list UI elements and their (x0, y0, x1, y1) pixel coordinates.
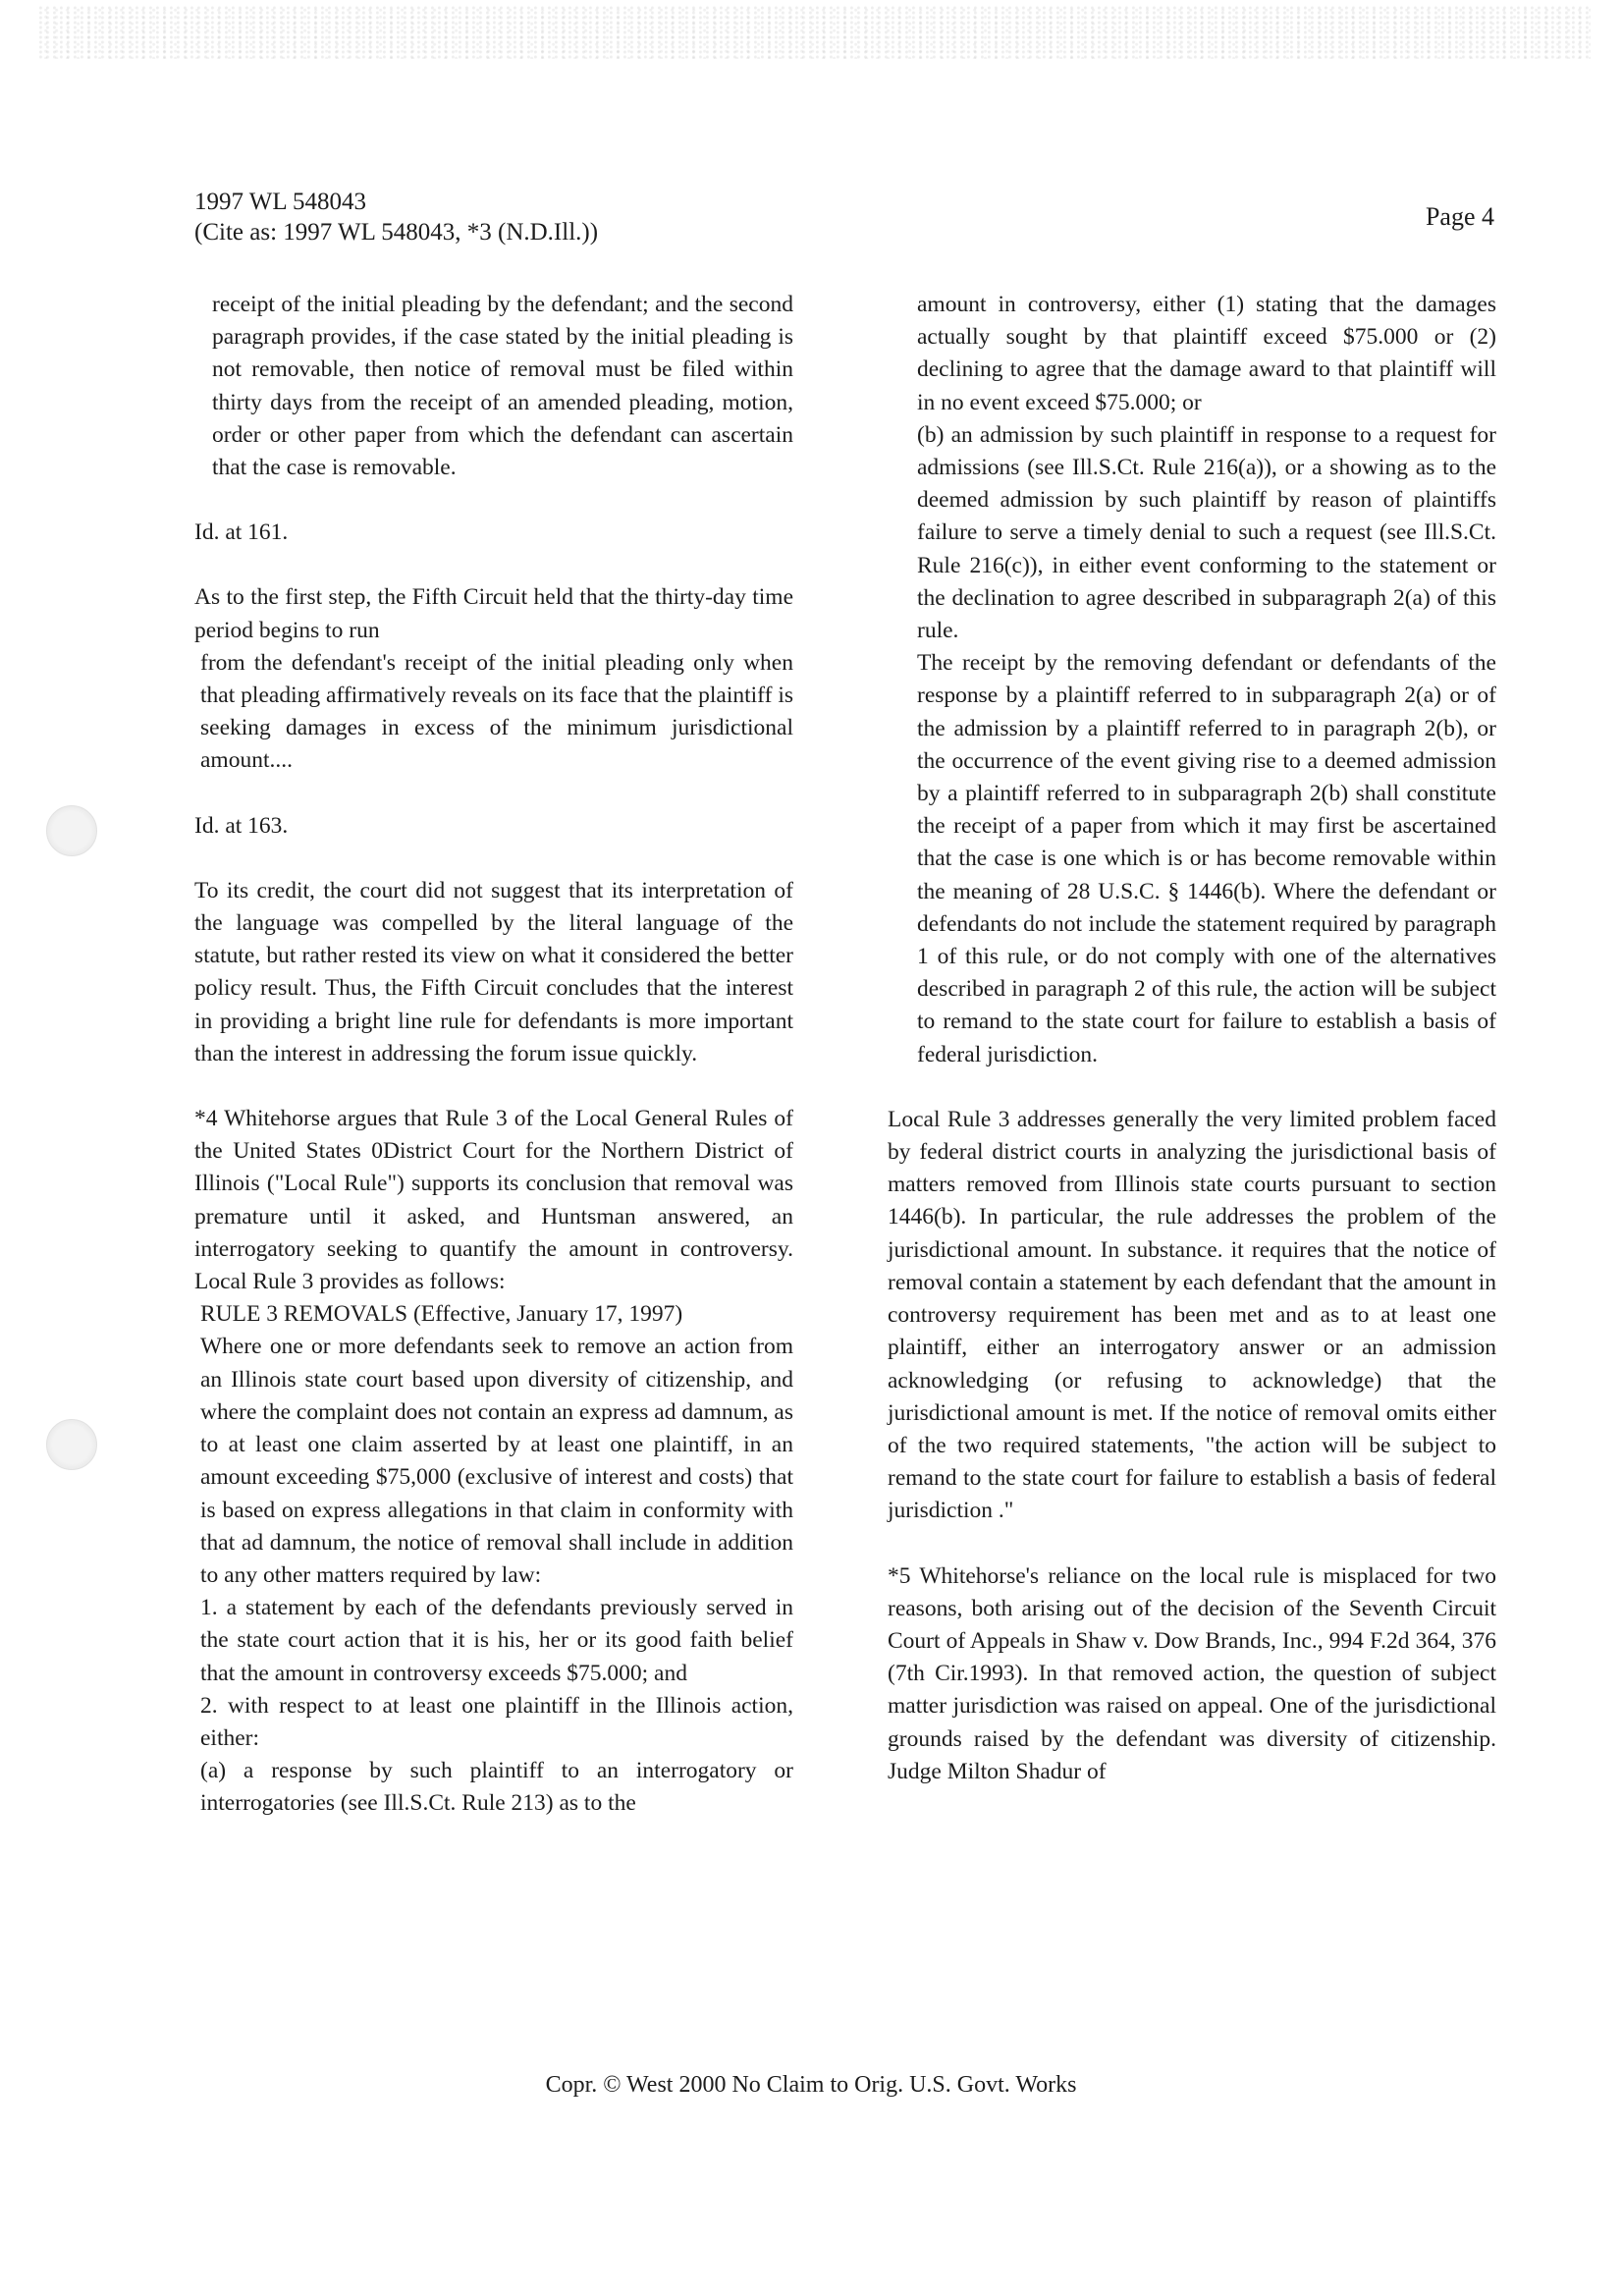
rule-item: 1. a statement by each of the defendants previously served in the state court action that it is his, her or its good faith belief that the amount in controversy exceeds $75.000; and (200, 1595, 793, 1686)
right-column (888, 289, 1496, 1788)
westlaw-citation: 1997 WL 548043 (194, 189, 366, 215)
scan-artifact (39, 6, 1591, 59)
body-paragraph: Local Rule 3 addresses generally the very limited problem faced by federal district courts in analyzing the jurisdictional basis of matters removed from Illinois state courts pursuant to section 1446(b). In particular, the rule addresses the problem of the jurisdictional amount. In substance. it requires that the notice of removal contain a statement by each defendant that the amount in controversy requirement has been met and as to at least one plaintiff, either an interrogatory answer or an admission acknowledging (or refusing to acknowledge) that the jurisdictional amount is met. If the notice of removal omits either of the two required statements, "the action will be subject to remand to the state court for failure to establish a basis of federal jurisdiction ." (888, 1106, 1496, 1524)
punch-hole (46, 805, 97, 856)
rule-item: (a) a response by such plaintiff to an interrogatory or interrogatories (see Ill.S.Ct. Rule 213) as to the (200, 1758, 793, 1817)
body-paragraph: As to the first step, the Fifth Circuit held that the thirty-day time period begins to run (194, 584, 793, 643)
copyright-footer: Copr. © West 2000 No Claim to Orig. U.S. Govt. Works (545, 2072, 1077, 2098)
case-citation: Id. at 163. (194, 812, 289, 839)
rule-item: 2. with respect to at least one plaintiff in the Illinois action, either: (200, 1692, 793, 1751)
rule-title: RULE 3 REMOVALS (Effective, January 17, 1997) (200, 1301, 683, 1328)
punch-hole (46, 1419, 97, 1470)
rule-item: amount in controversy, either (1) stating that the damages actually sought by that plaintiff exceed $75.000 or (2) declining to agree that the damage award to that plaintiff will in no event exceed $75.000; or (917, 292, 1496, 415)
rule-body: Where one or more defendants seek to remove an action from an Illinois state court based upon diversity of citizenship, and where the complaint does not contain an express ad damnum, as to at least one claim asserted by at least one plaintiff, in an amount exceeding $75,000 (exclusive of interest and costs) that is based on express allegations in that claim in conformity with that ad damnum, the notice of removal shall include in addition to any other matters required by law: (200, 1334, 793, 1588)
rule-item: (b) an admission by such plaintiff in response to a request for admissions (see Ill.S.Ct. Rule 216(a)), or a showing as to the deemed admission by such plaintiff by reason of plaintiffs failure to serve a timely denial to such a request (see Ill.S.Ct. Rule 216(c)), in either event conforming to the statement or the declination to agree described in subparagraph 2(a) of this rule. (917, 421, 1496, 644)
page-header (194, 187, 598, 248)
left-column (183, 289, 793, 1821)
quoted-paragraph: receipt of the initial pleading by the defendant; and the second paragraph provides, if the case stated by the initial pleading is not removable, then notice of removal must be filed within thirty days from the receipt of an amended pleading, motion, order or other paper from which the defendant can ascertain that the case is removable. (212, 292, 793, 481)
case-citation: Id. at 161. (194, 519, 289, 546)
body-paragraph: *5 Whitehorse's reliance on the local rule is misplaced for two reasons, both arising out of the decision of the Seventh Circuit Court of Appeals in Shaw v. Dow Brands, Inc., 994 F.2d 364, 376 (7th Cir.1993). In that removed action, the question of subject matter jurisdiction was raised on appeal. One of the jurisdictional grounds raised by the defendant was diversity of citizenship. Judge Milton Shadur of (888, 1562, 1496, 1784)
body-paragraph: *4 Whitehorse argues that Rule 3 of the Local General Rules of the United States 0District Court for the Northern District of Illinois ("Local Rule") supports its conclusion that removal was premature until it asked, and Huntsman answered, an interrogatory seeking to quantify the amount in controversy. Local Rule 3 provides as follows: (194, 1106, 793, 1295)
page-number: Page 4 (1425, 202, 1494, 231)
rule-body: The receipt by the removing defendant or defendants of the response by a plaintiff referred to in subparagraph 2(a) or of the admission by a plaintiff referred to in paragraph 2(b), or the occurrence of the event giving rise to a deemed admission by a plaintiff referred to in subparagraph 2(b) shall constitute the receipt of a paper from which it may first be ascertained that the case is one which is or has become removable within the meaning of 28 U.S.C. § 1446(b). Where the defendant or defendants do not include the statement required by paragraph 1 of this rule, or do not comply with one of the alternatives described in paragraph 2 of this rule, the action will be subject to remand to the state court for failure to establish a basis of federal jurisdiction. (917, 650, 1496, 1067)
quoted-paragraph: from the defendant's receipt of the initial pleading only when that pleading affirmatively reveals on its face that the plaintiff is seeking damages in excess of the minimum jurisdictional amount.... (200, 649, 793, 774)
body-paragraph: To its credit, the court did not suggest that its interpretation of the language was compelled by the literal language of the statute, but rather rested its view on what it considered the better policy result. Thus, the Fifth Circuit concludes that the interest in providing a bright line rule for defendants is more important than the interest in addressing the forum issue quickly. (194, 877, 793, 1066)
cite-as-line: (Cite as: 1997 WL 548043, *3 (N.D.Ill.)) (194, 219, 599, 246)
